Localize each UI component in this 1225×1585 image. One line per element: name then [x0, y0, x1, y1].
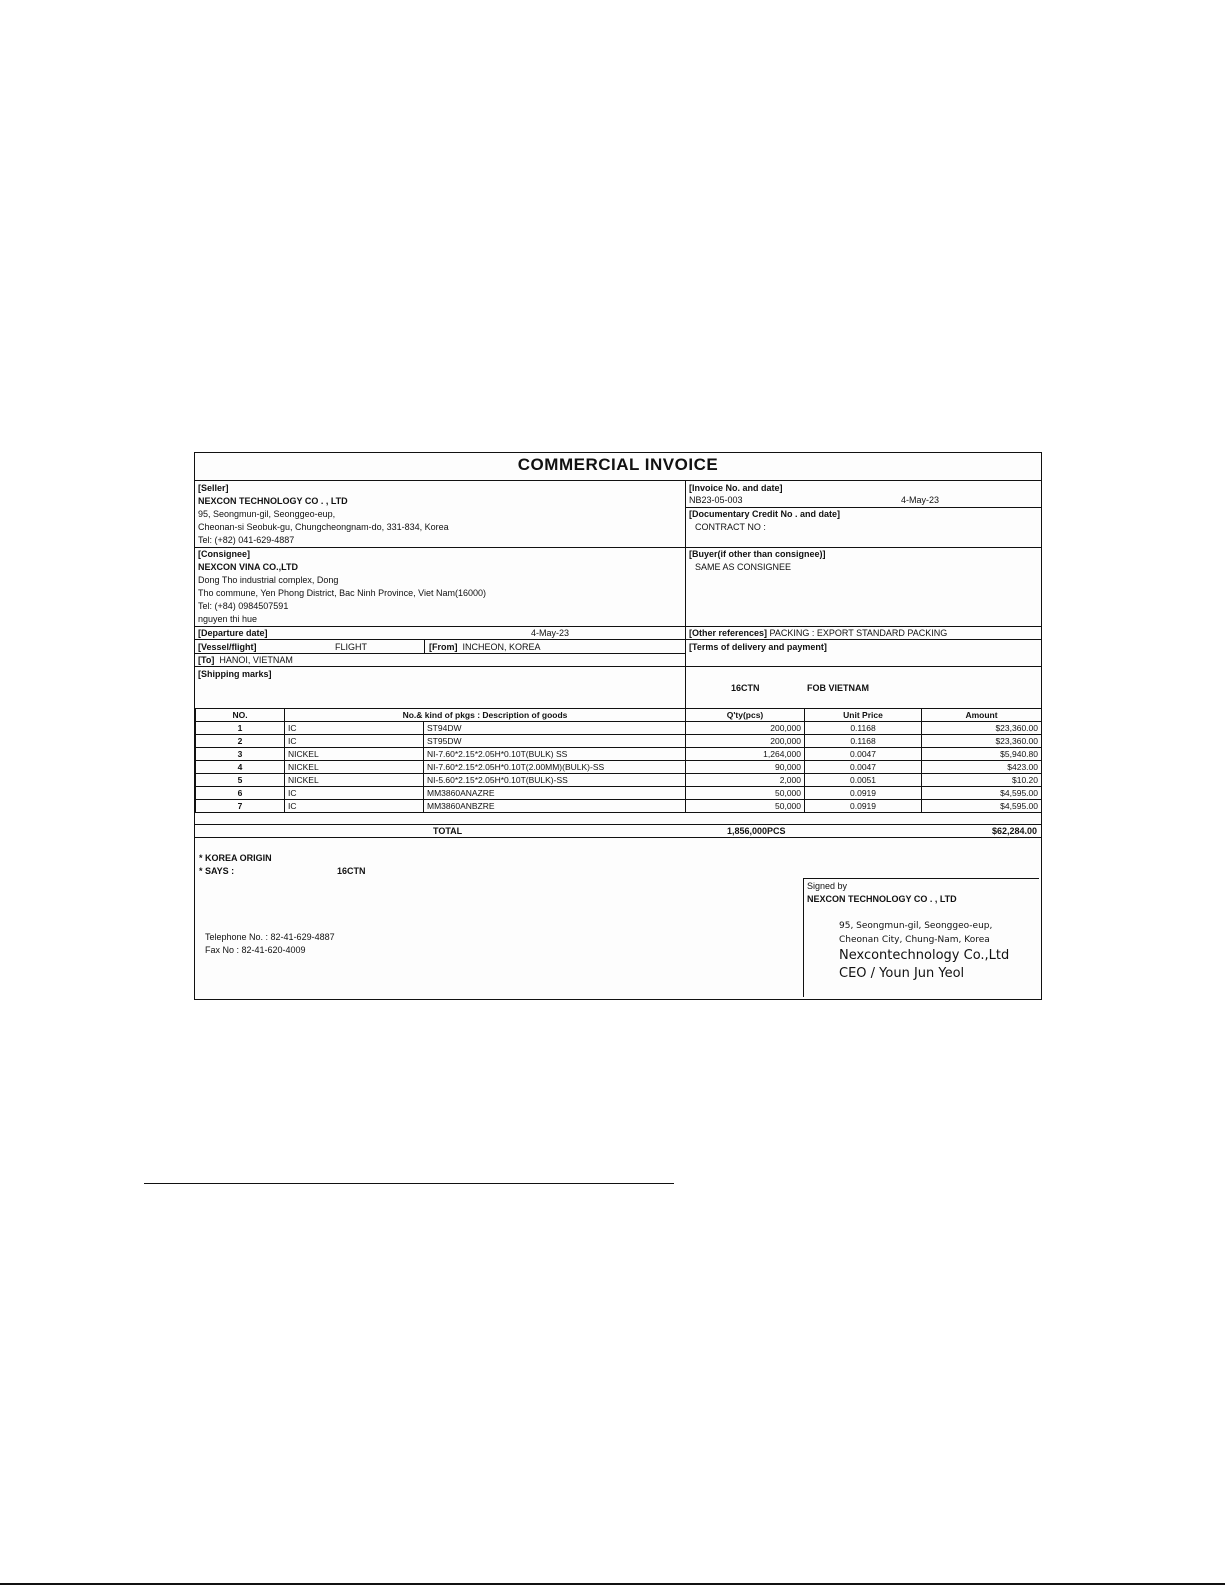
rule-consignee: [195, 626, 1041, 627]
says-label: * SAYS :: [199, 866, 235, 876]
rule-total-bottom: [195, 837, 1041, 838]
row-kind: IC: [285, 787, 424, 800]
col-no: NO.: [196, 709, 285, 722]
vessel-label: [Vessel/flight]: [198, 642, 257, 652]
row-kind: IC: [285, 800, 424, 813]
commercial-invoice: [194, 452, 1042, 1000]
table-row: [196, 722, 1042, 735]
table-row: [196, 735, 1042, 748]
departure-date: 4-May-23: [531, 628, 570, 638]
consignee-address-1: Dong Tho industrial complex, Dong: [198, 575, 339, 585]
total-qty: 1,856,000PCS: [727, 826, 786, 836]
consignee-contact: nguyen thi hue: [198, 614, 258, 624]
row-no: 7: [196, 800, 285, 813]
row-price: 0.0919: [805, 787, 922, 800]
row-amount: $5,940.80: [922, 748, 1042, 761]
shipping-marks-fob: FOB VIETNAM: [807, 683, 869, 693]
shipping-marks-ctn: 16CTN: [731, 683, 760, 693]
row-desc: ST95DW: [424, 735, 686, 748]
to-field: [198, 655, 293, 665]
seller-label: [Seller]: [198, 483, 229, 493]
rule-vessel: [195, 653, 685, 654]
seller-name: NEXCON TECHNOLOGY CO . , LTD: [198, 496, 348, 506]
row-amount: $23,360.00: [922, 735, 1042, 748]
signature-box: [803, 878, 1039, 997]
row-no: 4: [196, 761, 285, 774]
seller-tel: Tel: (+82) 041-629-4887: [198, 535, 295, 545]
shipping-marks-label: [Shipping marks]: [198, 669, 272, 679]
row-price: 0.0047: [805, 761, 922, 774]
row-price: 0.1168: [805, 722, 922, 735]
row-no: 3: [196, 748, 285, 761]
table-row: [196, 774, 1042, 787]
row-qty: 50,000: [686, 800, 805, 813]
row-qty: 2,000: [686, 774, 805, 787]
row-amount: $423.00: [922, 761, 1042, 774]
fax-no: Fax No : 82-41-620-4009: [205, 945, 306, 955]
other-references: [689, 628, 947, 638]
consignee-name: NEXCON VINA CO.,LTD: [198, 562, 299, 572]
buyer-label: [Buyer(if other than consignee)]: [689, 549, 826, 559]
row-qty: 50,000: [686, 787, 805, 800]
rule-total-top: [195, 824, 1041, 825]
invoice-no-label: [Invoice No. and date]: [689, 483, 783, 493]
rule-center: [685, 480, 686, 725]
total-label: TOTAL: [433, 826, 463, 836]
row-kind: NICKEL: [285, 761, 424, 774]
table-row: [196, 761, 1042, 774]
seller-address-2: Cheonan-si Seobuk-gu, Chungcheongnam-do, 331-834, Korea: [198, 522, 449, 532]
departure-label: [Departure date]: [198, 628, 268, 638]
footnote-rule: [144, 1183, 674, 1184]
col-unit-price: Unit Price: [805, 709, 922, 722]
stamp-address-2: Cheonan City, Chung-Nam, Korea: [839, 935, 990, 945]
row-kind: IC: [285, 722, 424, 735]
row-amount: $10.20: [922, 774, 1042, 787]
rule-to: [195, 666, 1041, 667]
rule-invoice: [685, 507, 1041, 508]
vessel-value: FLIGHT: [335, 642, 368, 652]
row-desc: MM3860ANBZRE: [424, 800, 686, 813]
from-label: [From]: [429, 642, 458, 652]
total-amount: $62,284.00: [991, 826, 1037, 836]
consignee-tel: Tel: (+84) 0984507591: [198, 601, 289, 611]
from-field: [429, 642, 541, 652]
from-value: INCHEON, KOREA: [462, 642, 541, 652]
table-header-row: [196, 709, 1042, 722]
table-row: [196, 748, 1042, 761]
other-references-label: [Other references]: [689, 628, 768, 638]
row-no: 1: [196, 722, 285, 735]
row-price: 0.0051: [805, 774, 922, 787]
row-qty: 200,000: [686, 722, 805, 735]
telephone-no: Telephone No. : 82-41-629-4887: [205, 932, 335, 942]
row-no: 2: [196, 735, 285, 748]
row-desc: NI-7.60*2.15*2.05H*0.10T(2.00MM)(BULK)-SS: [424, 761, 686, 774]
to-value: HANOI, VIETNAM: [219, 655, 293, 665]
row-no: 6: [196, 787, 285, 800]
row-desc: NI-5.60*2.15*2.05H*0.10T(BULK)-SS: [424, 774, 686, 787]
col-qty: Q'ty(pcs): [686, 709, 805, 722]
says-value: 16CTN: [337, 866, 366, 876]
row-qty: 200,000: [686, 735, 805, 748]
to-label: [To]: [198, 655, 215, 665]
other-references-value: PACKING : EXPORT STANDARD PACKING: [769, 628, 948, 638]
row-kind: IC: [285, 735, 424, 748]
row-price: 0.0047: [805, 748, 922, 761]
stamp-company: Nexcontechnology Co.,Ltd: [839, 948, 1010, 963]
rule-title: [195, 480, 1041, 481]
terms-label: [Terms of delivery and payment]: [689, 642, 827, 652]
consignee-address-2: Tho commune, Yen Phong District, Bac Ninh Province, Viet Nam(16000): [198, 588, 486, 598]
row-price: 0.0919: [805, 800, 922, 813]
signed-by-company: NEXCON TECHNOLOGY CO . , LTD: [807, 894, 957, 904]
col-description: No.& kind of pkgs : Description of goods: [285, 709, 686, 722]
row-amount: $23,360.00: [922, 722, 1042, 735]
rule-from: [424, 639, 425, 653]
origin-note: * KOREA ORIGIN: [199, 853, 272, 863]
table-row: [196, 800, 1042, 813]
row-desc: ST94DW: [424, 722, 686, 735]
col-amount: Amount: [922, 709, 1042, 722]
stamp-ceo: CEO / Youn Jun Yeol: [839, 966, 965, 981]
consignee-label: [Consignee]: [198, 549, 251, 559]
table-row: [196, 787, 1042, 800]
stamp-address-1: 95, Seongmun-gil, Seonggeo-eup,: [839, 921, 993, 931]
row-amount: $4,595.00: [922, 800, 1042, 813]
row-desc: NI-7.60*2.15*2.05H*0.10T(BULK) SS: [424, 748, 686, 761]
row-kind: NICKEL: [285, 748, 424, 761]
signed-by-label: Signed by: [807, 881, 848, 891]
documentary-credit-label: [Documentary Credit No . and date]: [689, 509, 841, 519]
row-amount: $4,595.00: [922, 787, 1042, 800]
seller-address-1: 95, Seongmun-gil, Seonggeo-eup,: [198, 509, 336, 519]
goods-table: [195, 708, 1042, 813]
invoice-title: COMMERCIAL INVOICE: [517, 455, 719, 474]
buyer-value: SAME AS CONSIGNEE: [695, 562, 792, 572]
rule-seller: [195, 547, 1041, 548]
row-no: 5: [196, 774, 285, 787]
row-price: 0.1168: [805, 735, 922, 748]
row-qty: 90,000: [686, 761, 805, 774]
row-qty: 1,264,000: [686, 748, 805, 761]
contract-no: CONTRACT NO :: [695, 522, 766, 532]
row-desc: MM3860ANAZRE: [424, 787, 686, 800]
rule-departure: [195, 639, 1041, 640]
row-kind: NICKEL: [285, 774, 424, 787]
invoice-date: 4-May-23: [901, 495, 940, 505]
invoice-number: NB23-05-003: [689, 495, 743, 505]
